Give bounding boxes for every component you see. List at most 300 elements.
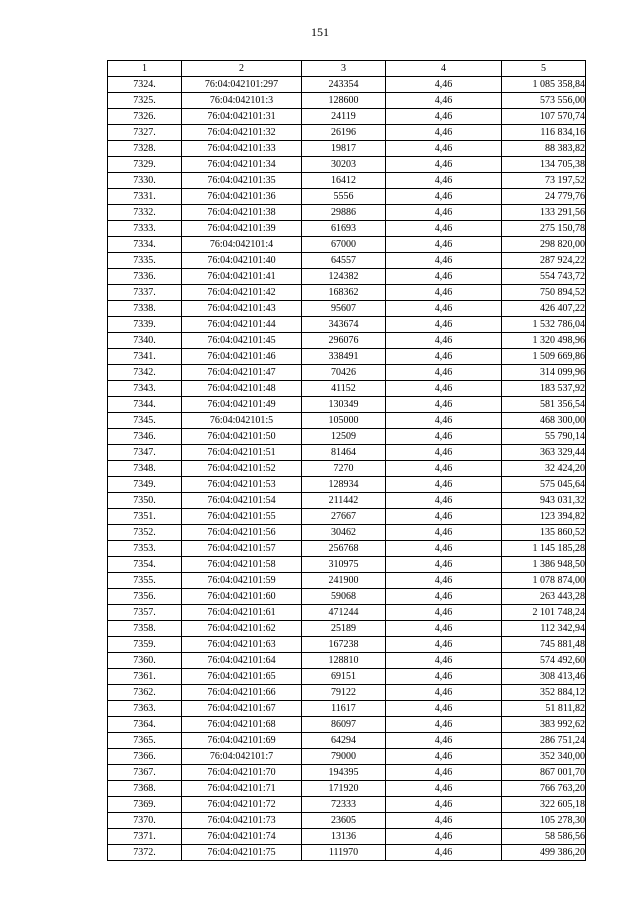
area-cell: 24119 — [302, 109, 386, 125]
column-header-5: 5 — [502, 61, 586, 77]
row-number-cell: 7360. — [108, 653, 182, 669]
table-row — [108, 605, 586, 621]
table-row — [108, 669, 586, 685]
row-number-cell: 7350. — [108, 493, 182, 509]
cadastral-number-cell: 76:04:042101:59 — [182, 573, 302, 589]
cadastral-number-cell: 76:04:042101:40 — [182, 253, 302, 269]
area-cell: 128810 — [302, 653, 386, 669]
table-row — [108, 413, 586, 429]
row-number-cell: 7370. — [108, 813, 182, 829]
row-number-cell: 7349. — [108, 477, 182, 493]
table-row — [108, 653, 586, 669]
value-cell: 363 329,44 — [502, 445, 586, 461]
area-cell: 105000 — [302, 413, 386, 429]
table-row — [108, 845, 586, 861]
column-header-4: 4 — [386, 61, 502, 77]
table-row — [108, 829, 586, 845]
cadastral-number-cell: 76:04:042101:5 — [182, 413, 302, 429]
row-number-cell: 7348. — [108, 461, 182, 477]
value-cell: 314 099,96 — [502, 365, 586, 381]
area-cell: 72333 — [302, 797, 386, 813]
cadastral-number-cell: 76:04:042101:65 — [182, 669, 302, 685]
rate-cell: 4,46 — [386, 221, 502, 237]
rate-cell: 4,46 — [386, 845, 502, 861]
rate-cell: 4,46 — [386, 573, 502, 589]
value-cell: 286 751,24 — [502, 733, 586, 749]
row-number-cell: 7325. — [108, 93, 182, 109]
table-row — [108, 765, 586, 781]
row-number-cell: 7333. — [108, 221, 182, 237]
table-row — [108, 365, 586, 381]
rate-cell: 4,46 — [386, 317, 502, 333]
table-row — [108, 621, 586, 637]
rate-cell: 4,46 — [386, 669, 502, 685]
table-row — [108, 333, 586, 349]
area-cell: 27667 — [302, 509, 386, 525]
row-number-cell: 7327. — [108, 125, 182, 141]
cadastral-number-cell: 76:04:042101:54 — [182, 493, 302, 509]
value-cell: 133 291,56 — [502, 205, 586, 221]
table-row — [108, 477, 586, 493]
table-row — [108, 733, 586, 749]
cadastral-number-cell: 76:04:042101:70 — [182, 765, 302, 781]
cadastral-number-cell: 76:04:042101:47 — [182, 365, 302, 381]
table-row — [108, 429, 586, 445]
row-number-cell: 7369. — [108, 797, 182, 813]
area-cell: 243354 — [302, 77, 386, 93]
rate-cell: 4,46 — [386, 141, 502, 157]
table-row — [108, 461, 586, 477]
rate-cell: 4,46 — [386, 829, 502, 845]
row-number-cell: 7342. — [108, 365, 182, 381]
cadastral-number-cell: 76:04:042101:60 — [182, 589, 302, 605]
rate-cell: 4,46 — [386, 253, 502, 269]
rate-cell: 4,46 — [386, 93, 502, 109]
row-number-cell: 7346. — [108, 429, 182, 445]
value-cell: 573 556,00 — [502, 93, 586, 109]
rate-cell: 4,46 — [386, 77, 502, 93]
column-header-3: 3 — [302, 61, 386, 77]
table-row — [108, 541, 586, 557]
row-number-cell: 7337. — [108, 285, 182, 301]
cadastral-number-cell: 76:04:042101:34 — [182, 157, 302, 173]
rate-cell: 4,46 — [386, 621, 502, 637]
area-cell: 111970 — [302, 845, 386, 861]
cadastral-number-cell: 76:04:042101:36 — [182, 189, 302, 205]
row-number-cell: 7354. — [108, 557, 182, 573]
table-row — [108, 221, 586, 237]
area-cell: 19817 — [302, 141, 386, 157]
rate-cell: 4,46 — [386, 413, 502, 429]
area-cell: 128600 — [302, 93, 386, 109]
value-cell: 275 150,78 — [502, 221, 586, 237]
rate-cell: 4,46 — [386, 653, 502, 669]
row-number-cell: 7347. — [108, 445, 182, 461]
value-cell: 750 894,52 — [502, 285, 586, 301]
value-cell: 107 570,74 — [502, 109, 586, 125]
table-row — [108, 637, 586, 653]
cadastral-number-cell: 76:04:042101:71 — [182, 781, 302, 797]
table-row — [108, 813, 586, 829]
table-row — [108, 397, 586, 413]
cadastral-number-cell: 76:04:042101:51 — [182, 445, 302, 461]
rate-cell: 4,46 — [386, 765, 502, 781]
cadastral-number-cell: 76:04:042101:4 — [182, 237, 302, 253]
cadastral-number-cell: 76:04:042101:49 — [182, 397, 302, 413]
table-row — [108, 557, 586, 573]
row-number-cell: 7341. — [108, 349, 182, 365]
value-cell: 383 992,62 — [502, 717, 586, 733]
value-cell: 1 386 948,50 — [502, 557, 586, 573]
value-cell: 352 884,12 — [502, 685, 586, 701]
value-cell: 88 383,82 — [502, 141, 586, 157]
table-row — [108, 269, 586, 285]
value-cell: 2 101 748,24 — [502, 605, 586, 621]
area-cell: 11617 — [302, 701, 386, 717]
rate-cell: 4,46 — [386, 749, 502, 765]
cadastral-number-cell: 76:04:042101:35 — [182, 173, 302, 189]
area-cell: 81464 — [302, 445, 386, 461]
area-cell: 7270 — [302, 461, 386, 477]
rate-cell: 4,46 — [386, 797, 502, 813]
table-row — [108, 205, 586, 221]
rate-cell: 4,46 — [386, 397, 502, 413]
row-number-cell: 7336. — [108, 269, 182, 285]
rate-cell: 4,46 — [386, 269, 502, 285]
cadastral-number-cell: 76:04:042101:48 — [182, 381, 302, 397]
rate-cell: 4,46 — [386, 605, 502, 621]
cadastral-number-cell: 76:04:042101:3 — [182, 93, 302, 109]
rate-cell: 4,46 — [386, 237, 502, 253]
value-cell: 1 509 669,86 — [502, 349, 586, 365]
rate-cell: 4,46 — [386, 445, 502, 461]
value-cell: 263 443,28 — [502, 589, 586, 605]
area-cell: 12509 — [302, 429, 386, 445]
table-row — [108, 749, 586, 765]
rate-cell: 4,46 — [386, 461, 502, 477]
value-cell: 183 537,92 — [502, 381, 586, 397]
row-number-cell: 7330. — [108, 173, 182, 189]
area-cell: 471244 — [302, 605, 386, 621]
value-cell: 32 424,20 — [502, 461, 586, 477]
table-row — [108, 797, 586, 813]
cadastral-number-cell: 76:04:042101:44 — [182, 317, 302, 333]
rate-cell: 4,46 — [386, 109, 502, 125]
rate-cell: 4,46 — [386, 509, 502, 525]
rate-cell: 4,46 — [386, 285, 502, 301]
value-cell: 1 532 786,04 — [502, 317, 586, 333]
area-cell: 26196 — [302, 125, 386, 141]
table-row — [108, 381, 586, 397]
rate-cell: 4,46 — [386, 365, 502, 381]
table-row — [108, 301, 586, 317]
rate-cell: 4,46 — [386, 205, 502, 221]
row-number-cell: 7358. — [108, 621, 182, 637]
rate-cell: 4,46 — [386, 429, 502, 445]
value-cell: 116 834,16 — [502, 125, 586, 141]
table-row — [108, 717, 586, 733]
rate-cell: 4,46 — [386, 349, 502, 365]
rate-cell: 4,46 — [386, 189, 502, 205]
rate-cell: 4,46 — [386, 493, 502, 509]
area-cell: 25189 — [302, 621, 386, 637]
value-cell: 581 356,54 — [502, 397, 586, 413]
cadastral-number-cell: 76:04:042101:75 — [182, 845, 302, 861]
value-cell: 112 342,94 — [502, 621, 586, 637]
table-row — [108, 701, 586, 717]
table-row — [108, 93, 586, 109]
row-number-cell: 7361. — [108, 669, 182, 685]
table-row — [108, 349, 586, 365]
table-row — [108, 125, 586, 141]
value-cell: 298 820,00 — [502, 237, 586, 253]
table-row — [108, 525, 586, 541]
area-cell: 130349 — [302, 397, 386, 413]
table-row — [108, 317, 586, 333]
rate-cell: 4,46 — [386, 717, 502, 733]
value-cell: 58 586,56 — [502, 829, 586, 845]
cadastral-number-cell: 76:04:042101:52 — [182, 461, 302, 477]
row-number-cell: 7343. — [108, 381, 182, 397]
area-cell: 241900 — [302, 573, 386, 589]
value-cell: 55 790,14 — [502, 429, 586, 445]
row-number-cell: 7324. — [108, 77, 182, 93]
row-number-cell: 7340. — [108, 333, 182, 349]
cadastral-number-cell: 76:04:042101:45 — [182, 333, 302, 349]
rate-cell: 4,46 — [386, 685, 502, 701]
area-cell: 256768 — [302, 541, 386, 557]
row-number-cell: 7329. — [108, 157, 182, 173]
value-cell: 426 407,22 — [502, 301, 586, 317]
value-cell: 105 278,30 — [502, 813, 586, 829]
row-number-cell: 7365. — [108, 733, 182, 749]
cadastral-number-cell: 76:04:042101:67 — [182, 701, 302, 717]
row-number-cell: 7328. — [108, 141, 182, 157]
rate-cell: 4,46 — [386, 125, 502, 141]
cadastral-number-cell: 76:04:042101:42 — [182, 285, 302, 301]
rate-cell: 4,46 — [386, 701, 502, 717]
table-row — [108, 157, 586, 173]
cadastral-number-cell: 76:04:042101:56 — [182, 525, 302, 541]
area-cell: 30462 — [302, 525, 386, 541]
row-number-cell: 7362. — [108, 685, 182, 701]
cadastral-number-cell: 76:04:042101:63 — [182, 637, 302, 653]
cadastral-number-cell: 76:04:042101:46 — [182, 349, 302, 365]
table-row — [108, 589, 586, 605]
table-row — [108, 493, 586, 509]
table-row — [108, 189, 586, 205]
cadastral-number-cell: 76:04:042101:297 — [182, 77, 302, 93]
page-number: 151 — [311, 25, 329, 39]
area-cell: 23605 — [302, 813, 386, 829]
cadastral-number-cell: 76:04:042101:55 — [182, 509, 302, 525]
value-cell: 51 811,82 — [502, 701, 586, 717]
rate-cell: 4,46 — [386, 557, 502, 573]
cadastral-number-cell: 76:04:042101:72 — [182, 797, 302, 813]
rate-cell: 4,46 — [386, 541, 502, 557]
area-cell: 343674 — [302, 317, 386, 333]
row-number-cell: 7331. — [108, 189, 182, 205]
row-number-cell: 7366. — [108, 749, 182, 765]
rate-cell: 4,46 — [386, 525, 502, 541]
table-body — [108, 77, 586, 861]
area-cell: 296076 — [302, 333, 386, 349]
value-cell: 1 320 498,96 — [502, 333, 586, 349]
cadastral-number-cell: 76:04:042101:62 — [182, 621, 302, 637]
area-cell: 67000 — [302, 237, 386, 253]
cadastral-number-cell: 76:04:042101:7 — [182, 749, 302, 765]
area-cell: 41152 — [302, 381, 386, 397]
table-row — [108, 77, 586, 93]
table-row — [108, 285, 586, 301]
cadastral-number-cell: 76:04:042101:38 — [182, 205, 302, 221]
row-number-cell: 7335. — [108, 253, 182, 269]
rate-cell: 4,46 — [386, 157, 502, 173]
table-row — [108, 109, 586, 125]
cadastral-number-cell: 76:04:042101:74 — [182, 829, 302, 845]
area-cell: 124382 — [302, 269, 386, 285]
area-cell: 13136 — [302, 829, 386, 845]
row-number-cell: 7352. — [108, 525, 182, 541]
rate-cell: 4,46 — [386, 589, 502, 605]
table-row — [108, 573, 586, 589]
row-number-cell: 7338. — [108, 301, 182, 317]
value-cell: 135 860,52 — [502, 525, 586, 541]
rate-cell: 4,46 — [386, 381, 502, 397]
area-cell: 211442 — [302, 493, 386, 509]
area-cell: 194395 — [302, 765, 386, 781]
cadastral-number-cell: 76:04:042101:73 — [182, 813, 302, 829]
cadastral-number-cell: 76:04:042101:31 — [182, 109, 302, 125]
rate-cell: 4,46 — [386, 637, 502, 653]
value-cell: 123 394,82 — [502, 509, 586, 525]
cadastral-number-cell: 76:04:042101:66 — [182, 685, 302, 701]
value-cell: 1 145 185,28 — [502, 541, 586, 557]
value-cell: 575 045,64 — [502, 477, 586, 493]
table-row — [108, 781, 586, 797]
row-number-cell: 7372. — [108, 845, 182, 861]
value-cell: 574 492,60 — [502, 653, 586, 669]
row-number-cell: 7326. — [108, 109, 182, 125]
value-cell: 745 881,48 — [502, 637, 586, 653]
area-cell: 79122 — [302, 685, 386, 701]
value-cell: 287 924,22 — [502, 253, 586, 269]
value-cell: 943 031,32 — [502, 493, 586, 509]
value-cell: 134 705,38 — [502, 157, 586, 173]
row-number-cell: 7332. — [108, 205, 182, 221]
table-row — [108, 509, 586, 525]
table-row — [108, 253, 586, 269]
row-number-cell: 7356. — [108, 589, 182, 605]
area-cell: 29886 — [302, 205, 386, 221]
value-cell: 554 743,72 — [502, 269, 586, 285]
area-cell: 95607 — [302, 301, 386, 317]
area-cell: 59068 — [302, 589, 386, 605]
row-number-cell: 7368. — [108, 781, 182, 797]
cadastral-number-cell: 76:04:042101:69 — [182, 733, 302, 749]
value-cell: 308 413,46 — [502, 669, 586, 685]
rate-cell: 4,46 — [386, 173, 502, 189]
column-header-1: 1 — [108, 61, 182, 77]
row-number-cell: 7371. — [108, 829, 182, 845]
cadastral-number-cell: 76:04:042101:39 — [182, 221, 302, 237]
row-number-cell: 7355. — [108, 573, 182, 589]
cadastral-number-cell: 76:04:042101:33 — [182, 141, 302, 157]
row-number-cell: 7344. — [108, 397, 182, 413]
value-cell: 1 078 874,00 — [502, 573, 586, 589]
area-cell: 61693 — [302, 221, 386, 237]
table-header — [108, 61, 586, 77]
row-number-cell: 7359. — [108, 637, 182, 653]
area-cell: 70426 — [302, 365, 386, 381]
header-row — [108, 61, 586, 77]
row-number-cell: 7364. — [108, 717, 182, 733]
table-row — [108, 445, 586, 461]
rate-cell: 4,46 — [386, 301, 502, 317]
area-cell: 310975 — [302, 557, 386, 573]
area-cell: 69151 — [302, 669, 386, 685]
area-cell: 338491 — [302, 349, 386, 365]
row-number-cell: 7339. — [108, 317, 182, 333]
value-cell: 499 386,20 — [502, 845, 586, 861]
value-cell: 24 779,76 — [502, 189, 586, 205]
area-cell: 64294 — [302, 733, 386, 749]
value-cell: 73 197,52 — [502, 173, 586, 189]
rate-cell: 4,46 — [386, 477, 502, 493]
row-number-cell: 7345. — [108, 413, 182, 429]
table-row — [108, 685, 586, 701]
rate-cell: 4,46 — [386, 813, 502, 829]
value-cell: 322 605,18 — [502, 797, 586, 813]
table-row — [108, 173, 586, 189]
cadastral-number-cell: 76:04:042101:43 — [182, 301, 302, 317]
column-header-2: 2 — [182, 61, 302, 77]
cadastral-value-table — [107, 60, 586, 861]
value-cell: 766 763,20 — [502, 781, 586, 797]
cadastral-number-cell: 76:04:042101:41 — [182, 269, 302, 285]
value-cell: 468 300,00 — [502, 413, 586, 429]
area-cell: 171920 — [302, 781, 386, 797]
cadastral-number-cell: 76:04:042101:68 — [182, 717, 302, 733]
cadastral-number-cell: 76:04:042101:57 — [182, 541, 302, 557]
value-cell: 1 085 358,84 — [502, 77, 586, 93]
area-cell: 168362 — [302, 285, 386, 301]
cadastral-number-cell: 76:04:042101:32 — [182, 125, 302, 141]
cadastral-number-cell: 76:04:042101:53 — [182, 477, 302, 493]
value-cell: 352 340,00 — [502, 749, 586, 765]
cadastral-number-cell: 76:04:042101:50 — [182, 429, 302, 445]
row-number-cell: 7357. — [108, 605, 182, 621]
rate-cell: 4,46 — [386, 733, 502, 749]
row-number-cell: 7351. — [108, 509, 182, 525]
cadastral-number-cell: 76:04:042101:61 — [182, 605, 302, 621]
area-cell: 64557 — [302, 253, 386, 269]
table-row — [108, 237, 586, 253]
cadastral-number-cell: 76:04:042101:64 — [182, 653, 302, 669]
row-number-cell: 7334. — [108, 237, 182, 253]
row-number-cell: 7363. — [108, 701, 182, 717]
rate-cell: 4,46 — [386, 781, 502, 797]
rate-cell: 4,46 — [386, 333, 502, 349]
area-cell: 128934 — [302, 477, 386, 493]
area-cell: 167238 — [302, 637, 386, 653]
value-cell: 867 001,70 — [502, 765, 586, 781]
cadastral-number-cell: 76:04:042101:58 — [182, 557, 302, 573]
row-number-cell: 7367. — [108, 765, 182, 781]
row-number-cell: 7353. — [108, 541, 182, 557]
area-cell: 79000 — [302, 749, 386, 765]
area-cell: 86097 — [302, 717, 386, 733]
